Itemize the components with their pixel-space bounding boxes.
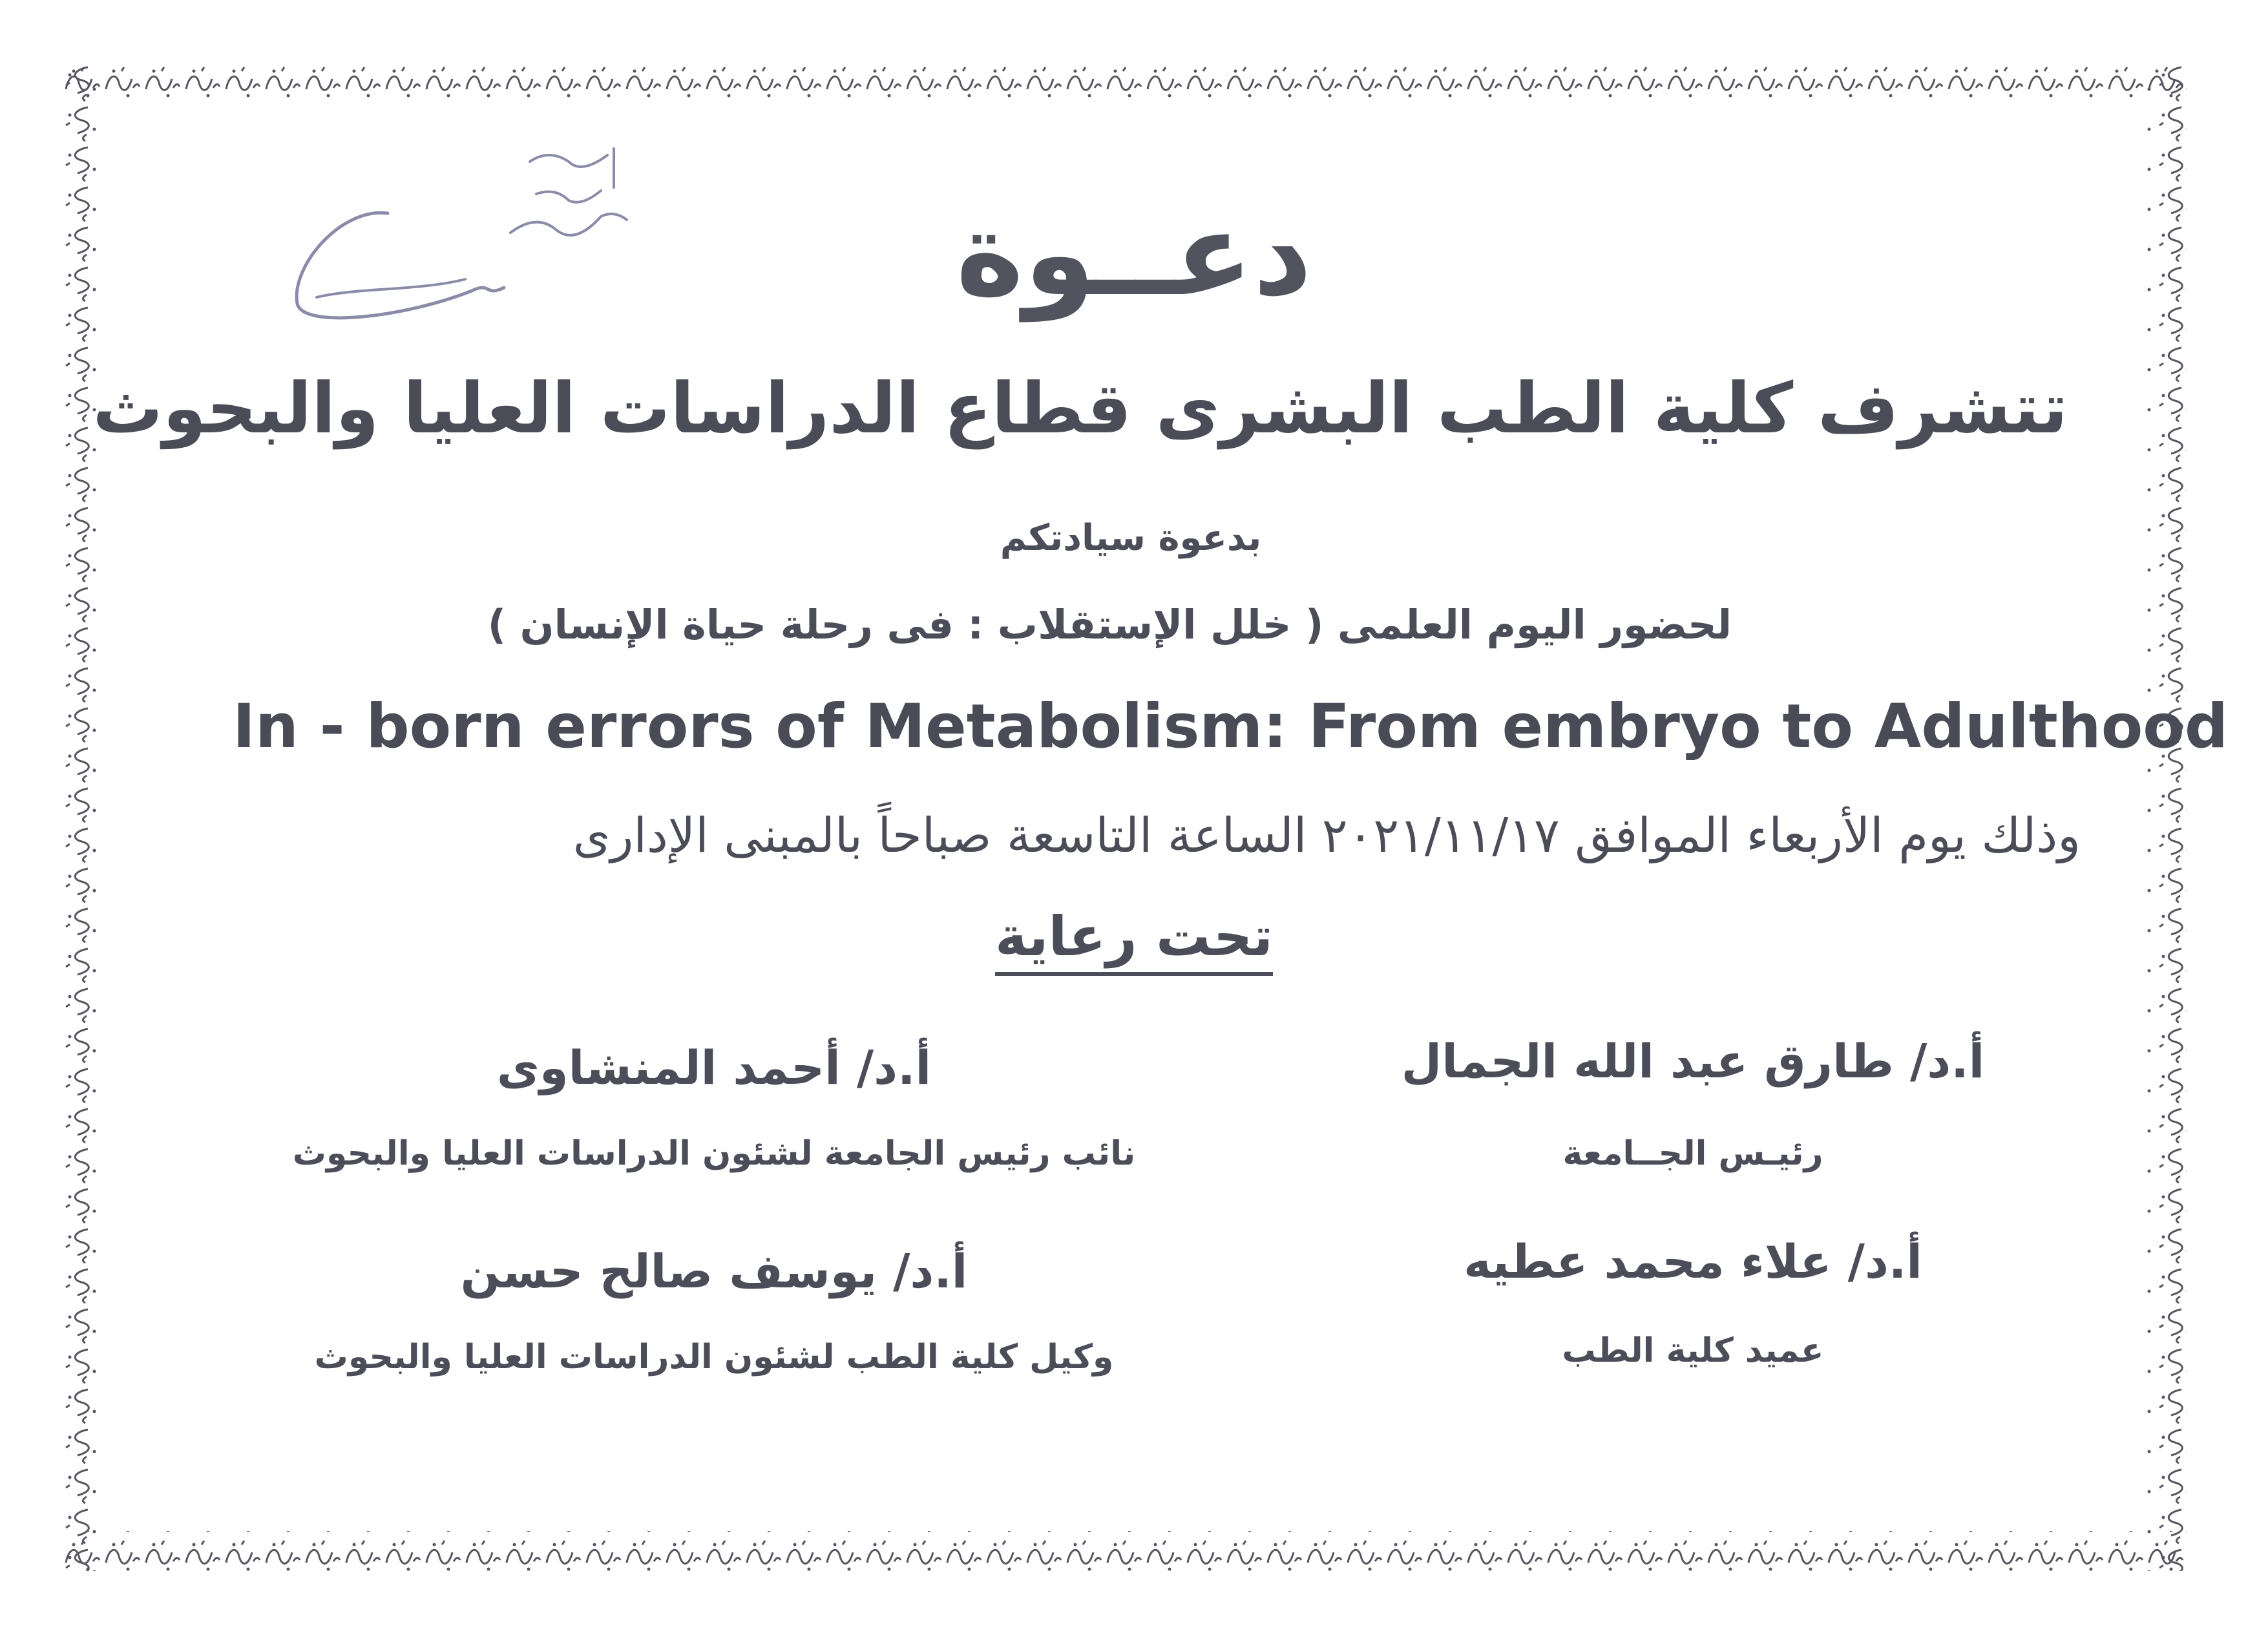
patron-name: أ.د/ يوسف صالح حسن [460,1244,968,1298]
event-description: لحضور اليوم العلمى ( خلل الإستقلاب : فى رحلة حياة الإنسان ) [487,601,1732,648]
invitation-title: دعــوة [956,187,1312,321]
patronage-label [908,905,1360,968]
patron-role: عميد كلية الطب [1562,1331,1824,1370]
invitation-phrase: بدعوة سيادتكم [1000,517,1262,559]
patronage-label-text: تحت رعاية [995,905,1273,976]
patron-name: أ.د/ أحمد المنشاوى [496,1041,932,1095]
signature-image [278,136,640,343]
patron-role: نائب رئيس الجامعة لشئون الدراسات العليا والبحوث [292,1134,1136,1173]
patron-name: أ.د/ علاء محمد عطيه [1464,1234,1922,1289]
patron-name: أ.د/ طارق عبد الله الجمال [1401,1034,1985,1088]
event-english-title: In - born errors of Metabolism: From embryo to Adulthood [233,692,2229,762]
patron-role: رئيـس الجــامعة [1562,1134,1823,1173]
patron-role: وكيل كلية الطب لشئون الدراسات العليا والبحوث [314,1338,1114,1377]
event-date-location: وذلك يوم الأربعاء الموافق ٢٠٢١/١١/١٧ الساعة التاسعة صباحاً بالمبنى الإدارى [572,808,2081,863]
organizer-heading: تتشرف كلية الطب البشرى قطاع الدراسات العليا والبحوث [92,368,2068,449]
